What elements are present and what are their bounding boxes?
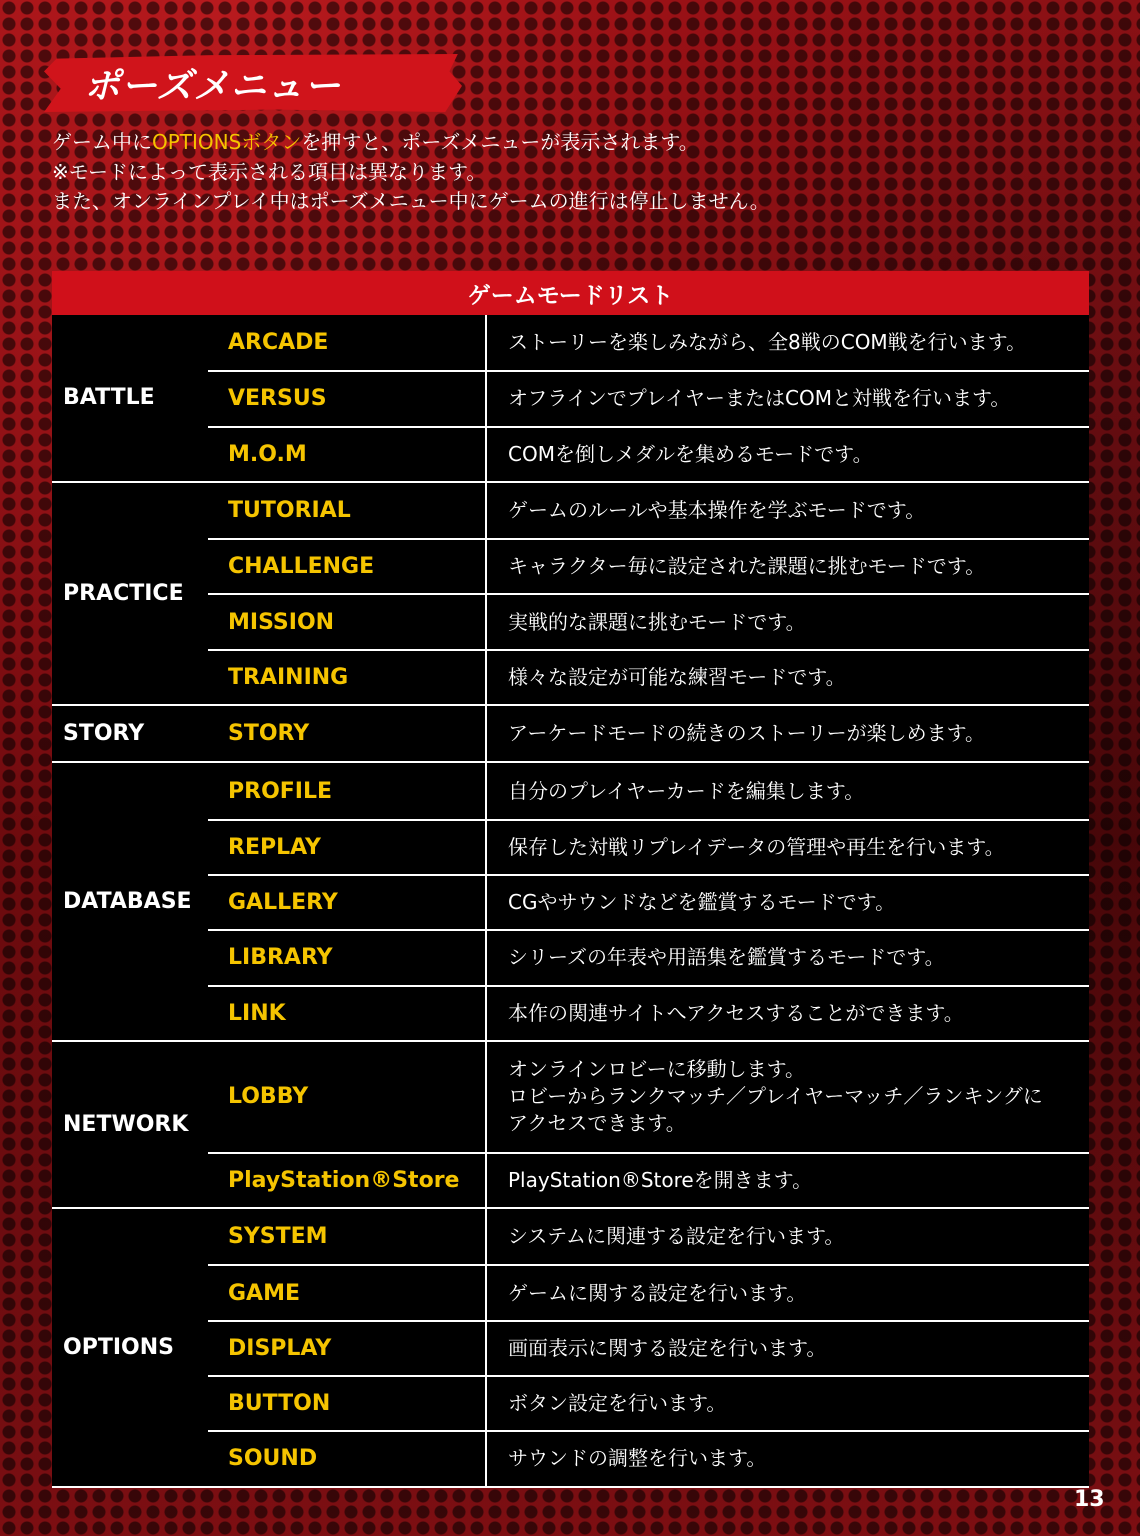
group-label: STORY <box>52 706 208 761</box>
mode-description: ゲームに関する設定を行います。 <box>508 1280 807 1305</box>
mode-name: TRAINING <box>208 651 487 704</box>
mode-name: MISSION <box>208 595 487 648</box>
intro-line-2: ※モードによって表示される項目は異なります。 <box>52 159 487 184</box>
mode-description: ストーリーを楽しみながら、全8戦のCOM戦を行います。 <box>508 330 1027 355</box>
mode-name: CHALLENGE <box>208 540 487 593</box>
options-button-highlight: OPTIONSボタン <box>152 130 302 154</box>
mode-description: ボタン設定を行います。 <box>508 1391 727 1416</box>
table-row <box>208 426 1089 481</box>
table-row <box>208 370 1089 425</box>
mode-name: SOUND <box>208 1432 487 1485</box>
mode-description: 本作の関連サイトへアクセスすることができます。 <box>508 1000 964 1025</box>
group-practice <box>52 483 1089 706</box>
mode-name: VERSUS <box>208 372 487 425</box>
group-label: NETWORK <box>52 1042 208 1207</box>
group-database <box>52 763 1089 1041</box>
mode-description: システムに関連する設定を行います。 <box>508 1224 845 1249</box>
group-label: DATABASE <box>52 763 208 1039</box>
group-story <box>52 706 1089 763</box>
mode-name: GAME <box>208 1266 487 1319</box>
group-battle <box>52 315 1089 483</box>
mode-description: 実戦的な課題に挑むモードです。 <box>508 609 806 634</box>
table-row <box>208 1152 1089 1207</box>
table-row <box>208 819 1089 874</box>
mode-description: キャラクター毎に設定された課題に挑むモードです。 <box>508 554 986 579</box>
table-row <box>208 1042 1089 1152</box>
mode-name: ARCADE <box>208 315 487 370</box>
intro-text <box>52 128 1092 217</box>
group-label: BATTLE <box>52 315 208 481</box>
table-row <box>208 649 1089 704</box>
mode-name: BUTTON <box>208 1377 487 1430</box>
group-network <box>52 1042 1089 1209</box>
page-title: ポーズメニュー <box>84 66 342 107</box>
table-row <box>208 1209 1089 1264</box>
mode-description: 保存した対戦リプレイデータの管理や再生を行います。 <box>508 834 1005 859</box>
table-row <box>208 985 1089 1040</box>
group-label: PRACTICE <box>52 483 208 704</box>
table-row <box>208 1375 1089 1430</box>
mode-description: PlayStation®Storeを開きます。 <box>508 1168 813 1192</box>
mode-name: TUTORIAL <box>208 483 487 538</box>
mode-name: PlayStation®Store <box>208 1154 487 1207</box>
game-mode-table <box>52 271 1089 1488</box>
mode-description: 自分のプレイヤーカードを編集します。 <box>508 778 865 803</box>
mode-description: ゲームのルールや基本操作を学ぶモードです。 <box>508 498 926 523</box>
mode-description: CGやサウンドなどを鑑賞するモードです。 <box>508 890 896 915</box>
mode-description: オフラインでプレイヤーまたはCOMと対戦を行います。 <box>508 386 1011 411</box>
table-header: ゲームモードリスト <box>52 271 1089 315</box>
mode-description: 画面表示に関する設定を行います。 <box>508 1335 827 1360</box>
mode-description: COMを倒しメダルを集めるモードです。 <box>508 441 873 466</box>
mode-name: STORY <box>208 706 487 761</box>
group-label: OPTIONS <box>52 1209 208 1485</box>
mode-description: 様々な設定が可能な練習モードです。 <box>508 664 846 689</box>
mode-name: GALLERY <box>208 876 487 929</box>
page-number: 13 <box>1074 1487 1105 1512</box>
table-row <box>208 315 1089 370</box>
mode-name: LINK <box>208 987 487 1040</box>
table-row <box>208 706 1089 761</box>
mode-name: M.O.M <box>208 428 487 481</box>
group-options <box>52 1209 1089 1487</box>
mode-name: LIBRARY <box>208 931 487 984</box>
table-row <box>208 1430 1089 1485</box>
mode-name: SYSTEM <box>208 1209 487 1264</box>
mode-description: シリーズの年表や用語集を鑑賞するモードです。 <box>508 945 945 970</box>
intro-line-3: また、オンラインプレイ中はポーズメニュー中にゲームの進行は停止しません。 <box>52 189 770 213</box>
intro-line-1: ゲーム中にOPTIONSボタンを押すと、ポーズメニューが表示されます。 <box>52 130 699 154</box>
table-row <box>208 593 1089 648</box>
table-row <box>208 929 1089 984</box>
mode-name: PROFILE <box>208 763 487 818</box>
mode-description: オンラインロビーに移動します。 ロビーからランクマッチ／プレイヤーマッチ／ランキングに アクセスできます。 <box>508 1057 1043 1136</box>
mode-name: REPLAY <box>208 821 487 874</box>
mode-description: アーケードモードの続きのストーリーが楽しめます。 <box>508 721 985 746</box>
table-row <box>208 763 1089 818</box>
table-row <box>208 1264 1089 1319</box>
table-row <box>208 483 1089 538</box>
table-row <box>208 874 1089 929</box>
table-row <box>208 538 1089 593</box>
mode-name: DISPLAY <box>208 1322 487 1375</box>
mode-name: LOBBY <box>208 1042 487 1152</box>
mode-description: サウンドの調整を行います。 <box>508 1446 767 1471</box>
table-row <box>208 1320 1089 1375</box>
